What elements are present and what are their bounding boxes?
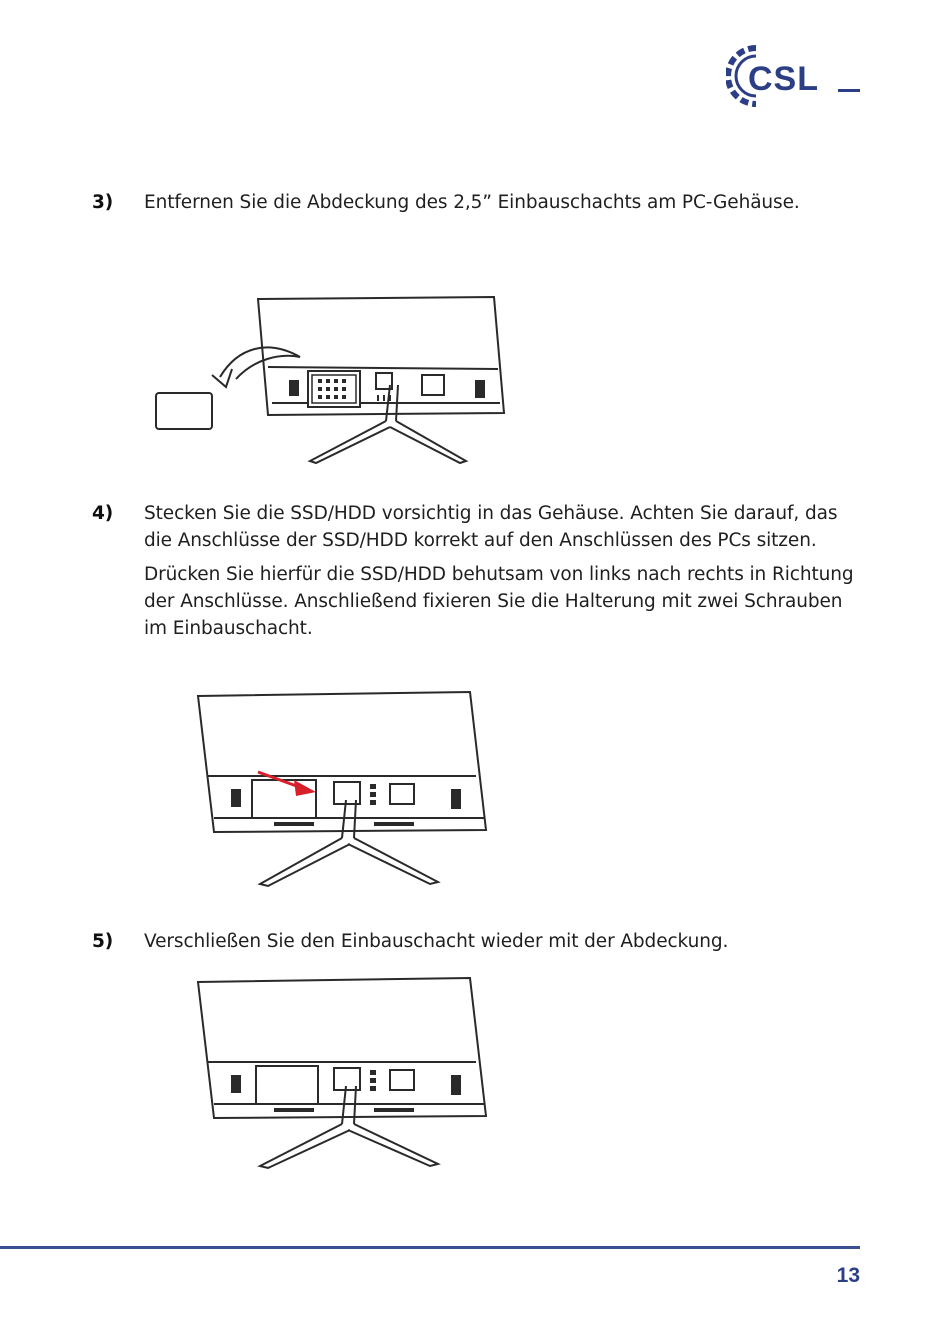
step-number: 5) <box>92 931 114 952</box>
page-number: 13 <box>836 1264 860 1287</box>
illustration-remove-cover <box>150 295 510 465</box>
step-4-text-2: Drücken Sie hierfür die SSD/HDD behutsam von links nach rechts in Richtung der Anschlüsse. Anschließend fixieren Sie die Halterung mit zwei Schrauben im Einbauschacht. <box>144 564 854 639</box>
step-4 <box>92 500 858 642</box>
step-4-text <box>92 500 858 554</box>
svg-text:CSL: CSL <box>748 60 819 98</box>
step-5 <box>92 928 858 955</box>
step-paragraph: Verschließen Sie den Einbauschacht wieder mit der Abdeckung. <box>144 931 729 952</box>
illustration-close-cover <box>194 976 494 1172</box>
step-paragraph: Stecken Sie die SSD/HDD vorsichtig in das Gehäuse. Achten Sie darauf, das die Anschlüsse der SSD/HDD korrekt auf den Anschlüssen des PCs sitzen. <box>144 503 838 551</box>
step-number: 3) <box>92 192 114 213</box>
footer-rule <box>0 1246 860 1249</box>
csl-logo <box>726 42 862 108</box>
step-5-text <box>92 928 858 955</box>
step-3-text <box>92 189 858 216</box>
illustration-insert-drive <box>194 690 494 890</box>
step-3 <box>92 189 858 216</box>
step-paragraph: Entfernen Sie die Abdeckung des 2,5” Einbauschachts am PC-Gehäuse. <box>144 192 800 213</box>
step-number: 4) <box>92 503 114 524</box>
